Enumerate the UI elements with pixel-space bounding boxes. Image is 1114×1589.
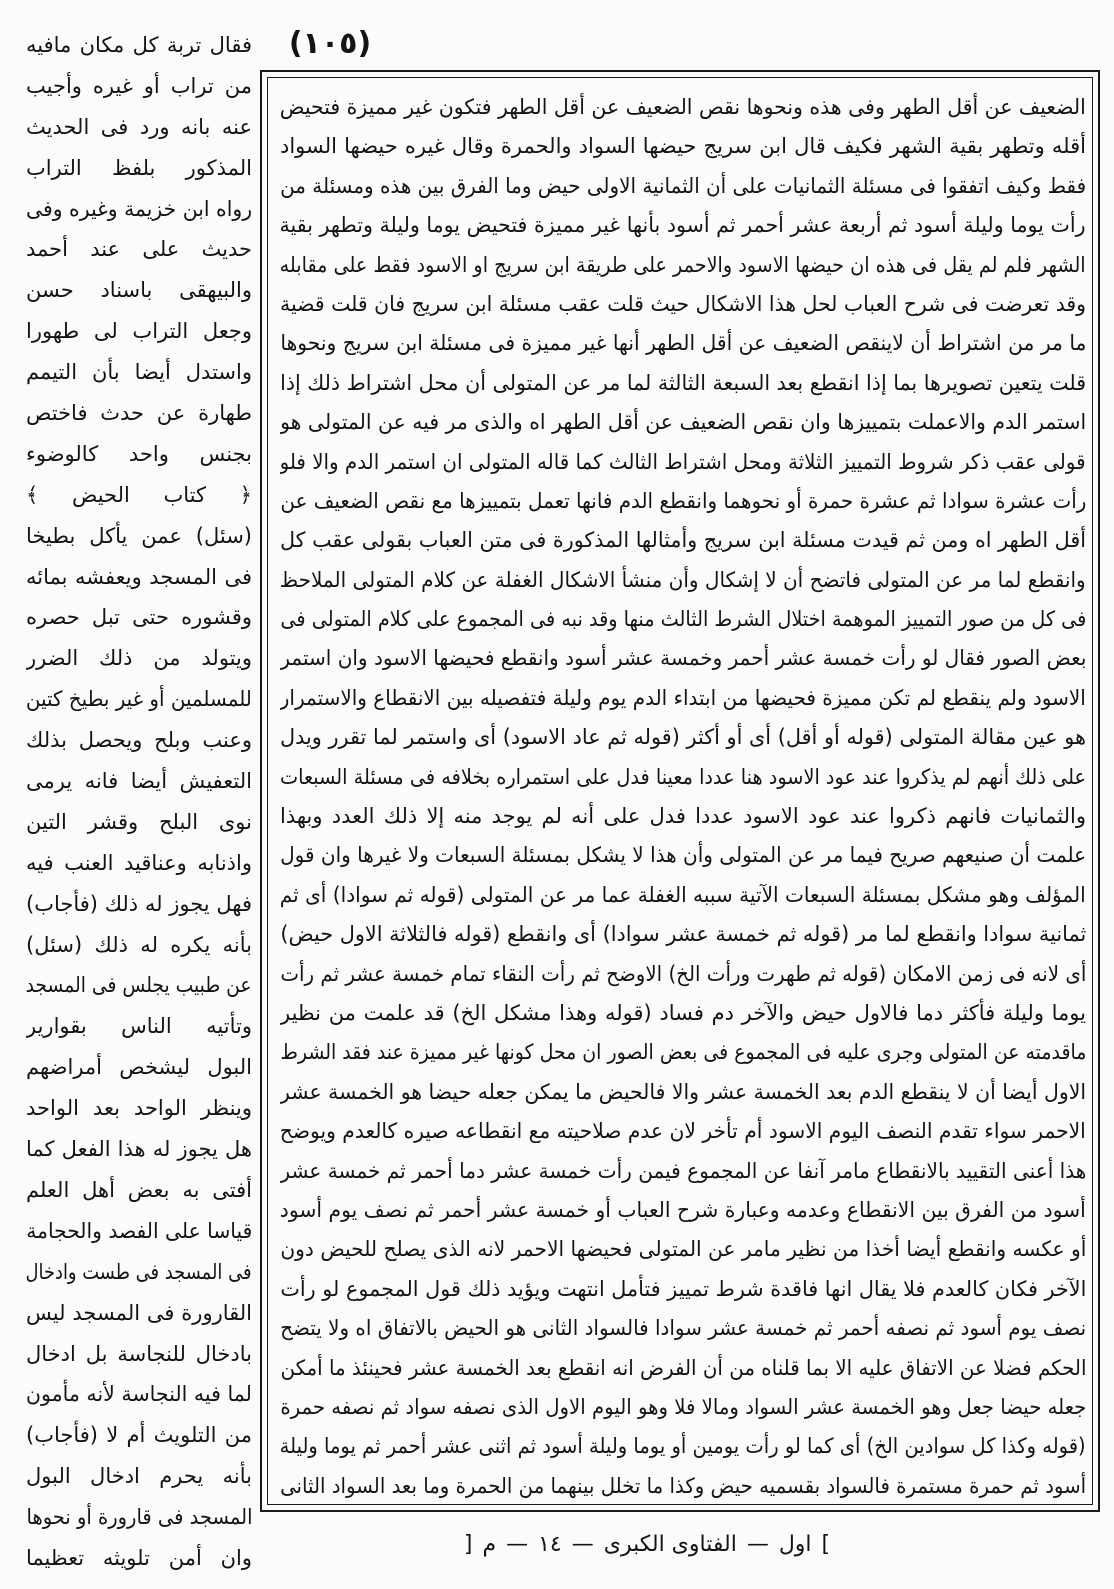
section-heading-kitab-al-hayd bbox=[26, 475, 252, 516]
margin-note-line-text: المسجد فى قارورة أو نحوها bbox=[26, 1505, 252, 1530]
margin-note-line-text: البول ليشخص أمراضهم bbox=[26, 1055, 252, 1080]
main-text-line bbox=[280, 403, 1086, 442]
margin-note-line-text: (سئل) عمن يأكل بطيخا bbox=[26, 523, 252, 548]
signature-letter: م bbox=[482, 1532, 497, 1557]
main-text bbox=[280, 88, 1086, 1506]
main-text-line bbox=[280, 718, 1086, 757]
main-text-line bbox=[280, 561, 1086, 600]
printer-signature-mark bbox=[440, 1527, 854, 1563]
main-text-line bbox=[280, 482, 1086, 521]
main-text-line bbox=[280, 127, 1086, 166]
main-text-line bbox=[280, 1152, 1086, 1191]
signature-open-bracket: [ bbox=[463, 1532, 473, 1557]
main-text-line-text: والثمانيات فانهم ذكروا عند عود الاسود عددا فدل على أنه لم يوجد منه إلا ذلك العدد وبهذا bbox=[280, 804, 1086, 829]
main-text-line-text: نصف يوم أسود ثم نصفه أحمر ثم خمسة عشر سوادا فالسواد الثانى هو الحيض بالاتفاق اه ولا يتضح bbox=[280, 1316, 1086, 1341]
main-text-line-text: قولى عقب ذكر شروط التمييز الثلاثة ومحل اشتراط الثالث كما قاله المتولى ان استمر الدم والا فلو bbox=[280, 449, 1086, 474]
main-text-line bbox=[280, 1230, 1086, 1269]
main-text-line-text: جعله حيضا جعل وهو الخمسة عشر السواد ومالا فلا وهو اليوم الاول الذى نصفه سواد ثم نصفه حمرة bbox=[280, 1394, 1086, 1419]
main-text-line bbox=[280, 1388, 1086, 1427]
main-text-line bbox=[280, 1349, 1086, 1388]
main-text-line bbox=[280, 955, 1086, 994]
main-text-line bbox=[280, 1427, 1086, 1466]
margin-note-line bbox=[26, 1456, 252, 1497]
main-text-line bbox=[280, 758, 1086, 797]
margin-note-line bbox=[26, 189, 252, 230]
main-text-line bbox=[280, 915, 1086, 954]
section-heading-text: ﴿ كتاب الحيض ﴾ bbox=[26, 482, 252, 507]
margin-note-line-text: فى المسجد ويعفشه بمائه bbox=[26, 564, 252, 589]
main-text-line-text: قلت يتعين تصويرها بما إذا انقطع بعد السبعة الثالثة لما مر عن المتولى أن محل اشتراط ذلك إذا bbox=[280, 370, 1086, 395]
margin-notes bbox=[26, 25, 252, 1579]
margin-note-line-text: التعفيش أيضا فانه يرمى bbox=[26, 769, 252, 794]
main-text-line bbox=[280, 88, 1086, 127]
main-text-line-text: أقله وتطهر بقية الشهر فكيف قال ابن سريج حيضها السواد والحمرة وقال غيره حيضها السواد bbox=[280, 134, 1086, 159]
main-text-line bbox=[280, 639, 1086, 678]
page-number: (١٠٥) bbox=[288, 26, 372, 61]
main-text-line-text: أسود ثم حمرة مستمرة فالسواد بقسميه حيض وكذا ما تخلل بينهما من الحمرة وما بعد السواد الثانى bbox=[280, 1473, 1086, 1498]
main-text-line-text: (قوله وكذا كل سوادين الخ) أى كما لو رأت يومين أو يوما وليلة أسود ثم اثنى عشر أحمر ثم يوما وليلة bbox=[280, 1434, 1086, 1459]
main-text-line-text: الضعيف عن أقل الطهر وفى هذه ونحوها نقص الضعيف عن أقل الطهر فتكون غير مميزة فتحيض bbox=[280, 95, 1086, 119]
main-text-line-text: فقط وكيف اتفقوا فى مسئلة الثمانيات على أن الثمانية الاولى حيض وما الفرق بين هذه ومسئلة من bbox=[280, 173, 1086, 198]
main-text-line-text: ما مر من اشتراط أن لاينقص الضعيف عن أقل الطهر أنها غير مميزة فى مسئلة ابن سريج ونحوها bbox=[280, 331, 1086, 356]
main-text-line bbox=[280, 443, 1086, 482]
main-text-line-text: رأت عشرة سوادا ثم عشرة حمرة أو نحوهما وانقطع الدم فانها تعمل بتمييزها مع نقص الضعيف عن bbox=[280, 488, 1086, 513]
margin-note-line-text: للمسلمين أو غير بطيخ كتين bbox=[26, 687, 252, 712]
main-text-line bbox=[280, 1073, 1086, 1112]
main-text-line-text: وقد تعرضت فى شرح العباب لحل هذا الاشكال حيث قلت عقب مسئلة ابن سريج فان قلت قضية bbox=[280, 291, 1086, 316]
main-text-line bbox=[280, 521, 1086, 560]
margin-note-line-text: قياسا على الفصد والحجامة bbox=[26, 1218, 252, 1243]
main-text-line-text: بعض الصور فقال لو رأت خمسة عشر أحمر وخمسة عشر أسود وانقطع فحيضها الاسود وان استمر bbox=[280, 646, 1086, 671]
margin-note-line bbox=[26, 516, 252, 557]
margin-note-line bbox=[26, 25, 252, 66]
margin-note-line bbox=[26, 352, 252, 393]
margin-note-line bbox=[26, 597, 252, 638]
margin-note-line-text: وان أمن تلويثه تعظيما bbox=[26, 1545, 252, 1570]
margin-note-line bbox=[26, 1006, 252, 1047]
main-text-line bbox=[280, 246, 1086, 285]
main-text-line bbox=[280, 206, 1086, 245]
signature-separator: — bbox=[506, 1532, 529, 1557]
margin-note-line bbox=[26, 1415, 252, 1456]
main-text-line-text: الاسود ولم ينقطع لم تكن مميزة فحيضها من ابتداء الدم يوم وليلة فتفصيله بين الانقطاع والاستمرار bbox=[280, 685, 1086, 710]
margin-note-line-text: من تراب أو غيره وأجيب bbox=[26, 73, 252, 98]
margin-note-line-text: من التلويث أم لا (فأجاب) bbox=[26, 1423, 252, 1448]
margin-note-line-text: طهارة عن حدث فاختص bbox=[26, 401, 252, 426]
signature-quire-number: ١٤ bbox=[538, 1532, 562, 1557]
margin-note-line bbox=[26, 965, 252, 1006]
signature-book-title: الفتاوى الكبرى bbox=[603, 1532, 737, 1557]
margin-note-line bbox=[26, 1374, 252, 1415]
main-text-line bbox=[280, 285, 1086, 324]
margin-note-line-text: أفتى به بعض أهل العلم bbox=[26, 1177, 252, 1202]
main-text-line-text: أقل الطهر اه ومن ثم قيدت مسئلة ابن سريج وأمثالها المذكورة فى متن العباب بقولى عقب كل bbox=[280, 528, 1086, 553]
margin-note-line-text: وجعل التراب لى طهورا bbox=[26, 319, 252, 344]
main-text-line-text: الاحمر سواء تقدم النصف اليوم الاسود أم تأخر لان عدم صلاحيته مع انقطاعه صيره كالعدم ويوضح bbox=[280, 1119, 1086, 1144]
margin-note-line-text: حديث على عند أحمد bbox=[26, 237, 252, 262]
margin-note-line-text: بأنه يحرم ادخال البول bbox=[26, 1464, 252, 1489]
main-text-line bbox=[280, 876, 1086, 915]
margin-note-line bbox=[26, 148, 252, 189]
main-text-line-text: أى لانه فى زمن الامكان (قوله ثم طهرت ورأت الخ) الاوضح ثم رأت النقاء تمام خمسة عشر ثم رأت bbox=[280, 961, 1086, 986]
main-text-line bbox=[280, 1309, 1086, 1348]
margin-note-line bbox=[26, 1252, 252, 1293]
main-text-line bbox=[280, 364, 1086, 403]
margin-note-line-text: واذنابه وعناقيد العنب فيه bbox=[26, 850, 252, 875]
margin-note-line bbox=[26, 434, 252, 475]
main-text-line-text: ثمانية سوادا وانقطع لما مر (قوله ثم خمسة عشر سوادا) أى وانقطع (قوله فالثلاثة الاول حيض) bbox=[280, 922, 1086, 947]
margin-note-line bbox=[26, 1497, 252, 1538]
margin-note-line bbox=[26, 229, 252, 270]
main-text-line bbox=[280, 836, 1086, 875]
margin-note-line bbox=[26, 1211, 252, 1252]
main-text-line-text: الاول أيضا أن لا ينقطع الدم بعد الخمسة عشر والا فالحيض ما يمكن جعله حيضا هو الخمسة عشر bbox=[280, 1079, 1086, 1104]
main-text-line bbox=[280, 797, 1086, 836]
margin-note-line bbox=[26, 638, 252, 679]
margin-note-line-text: فى المسجد فى طست وادخال bbox=[26, 1259, 252, 1284]
main-text-line-text: رأت يوما وليلة أسود ثم أربعة عشر أحمر ثم أسود بأنها غير مميزة فتحيض يوما وليلة وتطهر بقية bbox=[280, 213, 1086, 238]
margin-note-line bbox=[26, 843, 252, 884]
margin-note-line-text: بادخال للنجاسة بل ادخال bbox=[26, 1341, 252, 1366]
main-text-line bbox=[280, 1112, 1086, 1151]
margin-note-line bbox=[26, 884, 252, 925]
margin-note-line bbox=[26, 1293, 252, 1334]
margin-note-line bbox=[26, 761, 252, 802]
margin-note-line bbox=[26, 311, 252, 352]
margin-note-line-text: لما فيه النجاسة لأنه مأمون bbox=[26, 1382, 252, 1407]
margin-note-line-text: عنه بانه ورد فى الحديث bbox=[26, 114, 252, 139]
signature-separator: — bbox=[746, 1532, 769, 1557]
main-text-line-text: هو عين مقالة المتولى (قوله أو أقل) أى أو أكثر (قوله ثم عاد الاسود) أى واستمر لما تقرر ويدل bbox=[280, 725, 1086, 750]
main-text-line bbox=[280, 1467, 1086, 1506]
margin-note-line-text: بأنه يكره له ذلك (سئل) bbox=[26, 932, 252, 957]
main-text-line bbox=[280, 679, 1086, 718]
main-text-line-text: الآخر فكان كالعدم فلا يقال انها فاقدة شرط تمييز فتأمل انتهت ويؤيد ذلك قول المجموع لو رأت bbox=[280, 1276, 1086, 1301]
margin-note-line bbox=[26, 1334, 252, 1375]
margin-note-line bbox=[26, 393, 252, 434]
main-text-line bbox=[280, 324, 1086, 363]
main-text-line-text: الحكم فضلا عن الاتفاق عليه الا بما قلناه من أن الفرض انه انقطع بعد الخمسة عشر فحينئذ ما أمكن bbox=[280, 1355, 1086, 1380]
margin-note-line-text: والبيهقى باسناد حسن bbox=[26, 278, 252, 303]
signature-volume: اول bbox=[778, 1532, 812, 1557]
main-text-line bbox=[280, 1270, 1086, 1309]
main-text-line-text: استمر الدم والاعملت بتمييزها وان نقص الضعيف عن أقل الطهر اه والذى مر فيه عن المتولى هو bbox=[280, 410, 1086, 435]
main-text-line-text: فى كل من صور التمييز الموهمة اختلال الشرط الثالث منها وقد نبه فى المجموع على كلام المتولى فى bbox=[280, 607, 1086, 632]
margin-note-line-text: القارورة فى المسجد ليس bbox=[26, 1300, 252, 1325]
margin-note-line-text: رواه ابن خزيمة وغيره وفى bbox=[26, 196, 252, 221]
main-text-line bbox=[280, 1033, 1086, 1072]
margin-note-line bbox=[26, 107, 252, 148]
margin-note-line-text: وتأتيه الناس بقوارير bbox=[26, 1014, 252, 1039]
main-text-line bbox=[280, 994, 1086, 1033]
signature-close-bracket: ] bbox=[821, 1532, 831, 1557]
main-text-line-text: الشهر فلم لم يقل فى هذه ان حيضها الاسود والاحمر على طريقة ابن سريج او الاسود فقط على مقابله bbox=[280, 252, 1086, 277]
margin-note-line-text: واستدل أيضا بأن التيمم bbox=[26, 360, 252, 385]
margin-note-line-text: فهل يجوز له ذلك (فأجاب) bbox=[26, 891, 252, 916]
margin-note-line-text: عن طبيب يجلس فى المسجد bbox=[26, 973, 252, 998]
main-text-line-text: المؤلف وهو مشكل بمسئلة السبعات الآتية سببه الغفلة عما مر عن المتولى (قوله ثم سوادا) أى ثم bbox=[280, 882, 1086, 907]
margin-note-line bbox=[26, 66, 252, 107]
margin-note-line bbox=[26, 802, 252, 843]
main-text-line-text: يوما وليلة فأكثر دما فالاول حيض والآخر دم فساد (قوله وهذا مشكل الخ) قد علمت من نظير bbox=[280, 1000, 1086, 1025]
margin-note-line bbox=[26, 925, 252, 966]
margin-note-line-text: بجنس واحد كالوضوء bbox=[26, 441, 252, 466]
margin-note-line bbox=[26, 1088, 252, 1129]
margin-note-line-text: فقال تربة كل مكان مافيه bbox=[26, 33, 252, 57]
main-text-line bbox=[280, 600, 1086, 639]
margin-note-line-text: وعنب وبلح ويحصل بذلك bbox=[26, 728, 252, 753]
margin-note-line bbox=[26, 1047, 252, 1088]
margin-note-line bbox=[26, 270, 252, 311]
main-text-line-text: على ذلك أنهم لم يذكروا عند عود الاسود هنا عددا معينا فدل على استمراره بخلافه فى مسئلة السبعات bbox=[280, 764, 1086, 789]
margin-note-line bbox=[26, 1170, 252, 1211]
margin-note-line-text: نوى البلح وقشر التين bbox=[26, 809, 252, 834]
margin-note-line-text: هل يجوز له هذا الفعل كما bbox=[26, 1137, 252, 1162]
margin-note-line bbox=[26, 679, 252, 720]
margin-note-line-text: المذكور بلفظ التراب bbox=[26, 155, 252, 180]
margin-note-line bbox=[26, 1129, 252, 1170]
margin-note-line bbox=[26, 1538, 252, 1579]
margin-note-line-text: وقشوره حتى تبل حصره bbox=[26, 605, 252, 630]
margin-note-line bbox=[26, 557, 252, 598]
main-text-line-text: علمت أن صنيعهم صريح فيما مر عن المتولى وأن هذا لا يشكل بمسئلة السبعات ولا غيرها وان قول bbox=[280, 843, 1086, 868]
margin-note-line-text: ويتولد من ذلك الضرر bbox=[26, 646, 252, 671]
margin-note-line bbox=[26, 720, 252, 761]
margin-note-line-text: وينظر الواحد بعد الواحد bbox=[26, 1096, 252, 1121]
signature-separator: — bbox=[571, 1532, 594, 1557]
main-text-line bbox=[280, 167, 1086, 206]
main-text-line-text: أسود من الفرق بين الانقطاع وعدمه وعبارة شرح العباب أو خمسة عشر أحمر ثم نصف يوم أسود bbox=[280, 1197, 1086, 1222]
main-text-line bbox=[280, 1191, 1086, 1230]
main-text-line-text: وانقطع لما مر عن المتولى فاتضح أن لا إشكال وأن منشأ الاشكال الغفلة عن كلام المتولى الملاحظ bbox=[280, 567, 1086, 592]
main-text-line-text: ماقدمته عن المتولى وجرى عليه فى المجموع فى بعض الصور ان محل كونها غير مميزة عند فقد الشرط bbox=[280, 1040, 1086, 1065]
main-text-line-text: هذا أعنى التقييد بالانقطاع مامر آنفا عن المجموع فيمن رأت خمسة عشر دما أحمر ثم خمسة عشر bbox=[280, 1158, 1086, 1183]
main-text-line-text: أو عكسه وانقطع أيضا أخذا من نظير مامر عن المتولى فحيضها الاحمر لانه الذى يصلح للحيض دون bbox=[280, 1237, 1086, 1262]
